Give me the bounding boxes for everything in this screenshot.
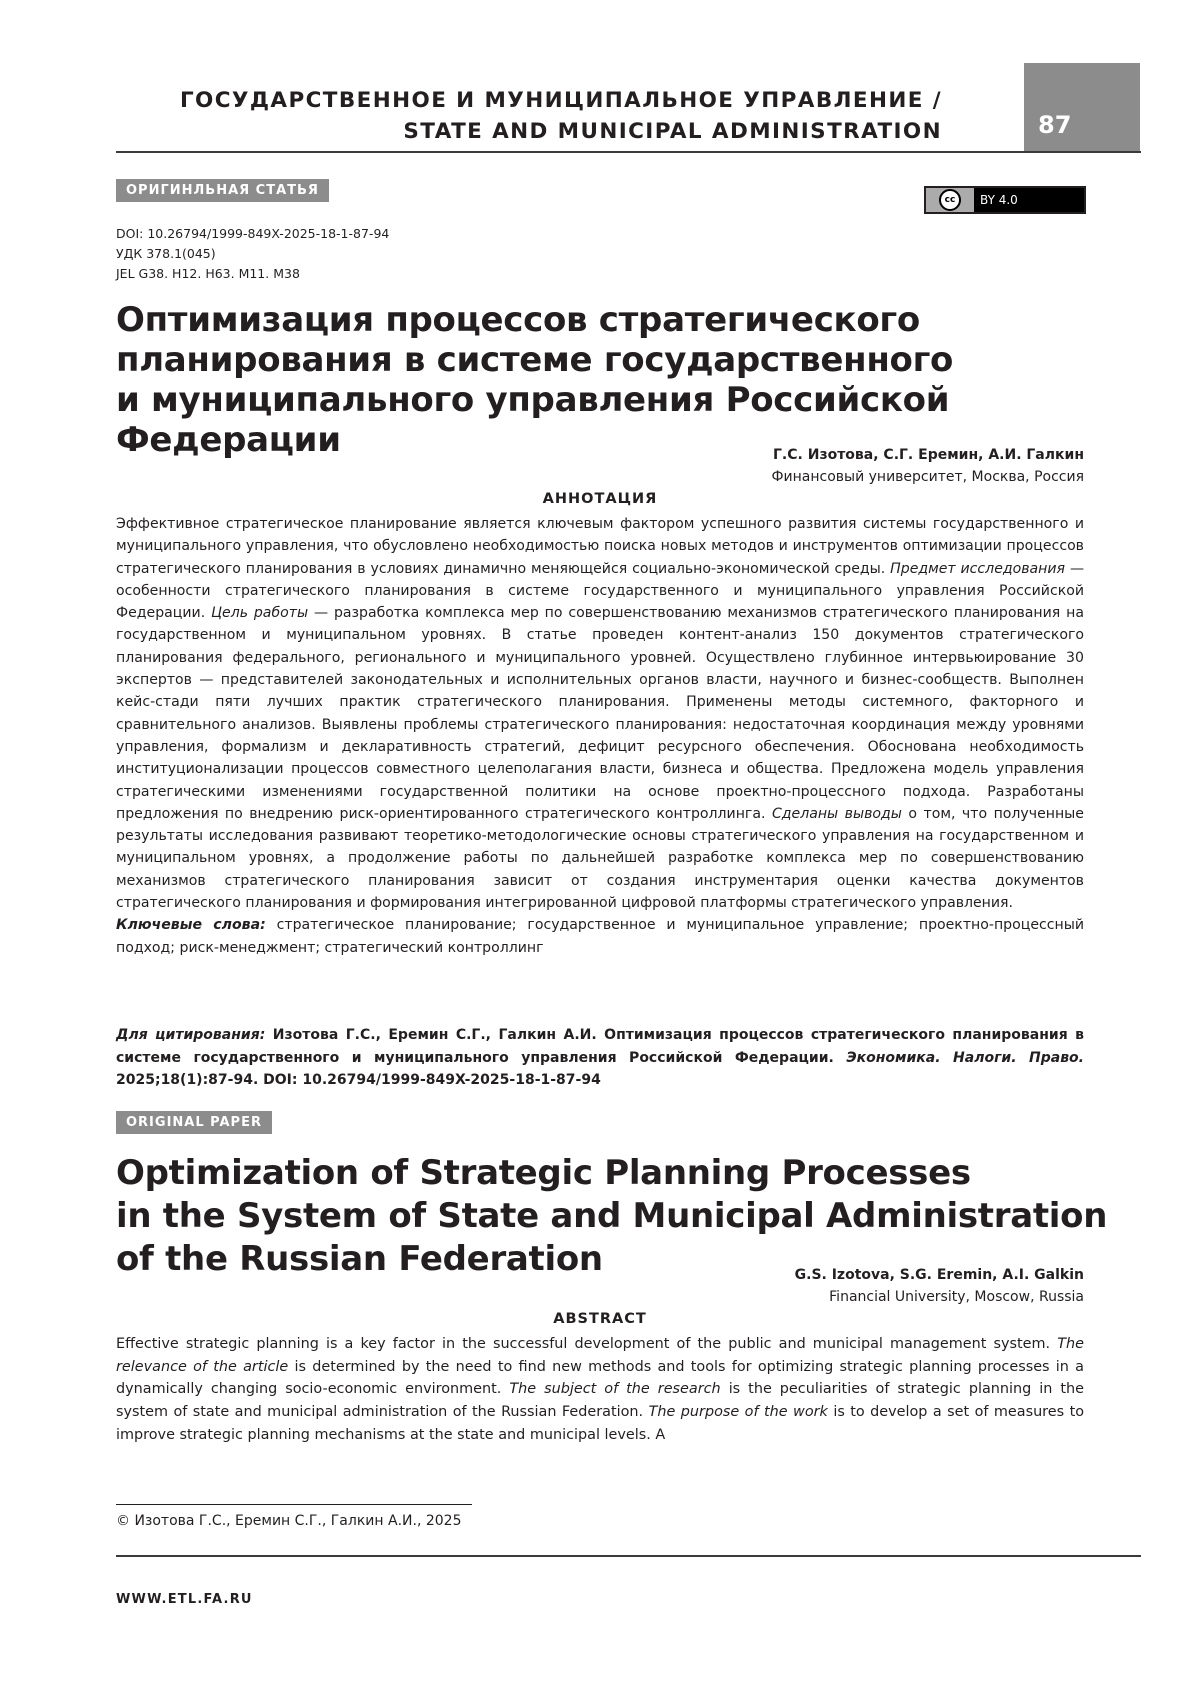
page-number-box <box>1024 63 1140 153</box>
affiliation-ru: Финансовый университет, Москва, Россия <box>771 469 1084 485</box>
article-metadata <box>116 224 389 284</box>
keywords-ru: стратегическое планирование; государственное и муниципальное управление; проектно-процессный подход; риск-менеджмент; стратегический контроллинг <box>116 917 1085 956</box>
authors-ru-block <box>771 444 1084 488</box>
page-title-ru <box>116 300 1116 460</box>
page-title-en <box>116 1152 1116 1281</box>
abstract-en-part4: is to develop a set of measures to improve strategic planning mechanisms at the state and municipal levels. A <box>116 1404 1085 1443</box>
abstract-en-subject-label: The subject of the research <box>509 1381 721 1398</box>
abstract-heading-en: ABSTRACT <box>553 1311 647 1327</box>
abstract-en-part1: Effective strategic planning is a key factor in the successful development of the public and municipal management system. <box>116 1336 1051 1352</box>
footer-divider <box>116 1555 1141 1557</box>
abstract-en <box>116 1333 1084 1447</box>
running-header-line2: STATE AND MUNICIPAL ADMINISTRATION <box>403 119 942 144</box>
title-en-line3: of the Russian Federation <box>116 1239 603 1279</box>
abstract-en-part3: is the peculiarities of strategic planning in the system of state and municipal administration of the Russian Federation. <box>116 1381 1085 1421</box>
title-en-line2: in the System of State and Municipal Administration <box>116 1196 1108 1236</box>
abstract-heading-ru: АННОТАЦИЯ <box>542 491 658 507</box>
citation-block <box>116 1024 1084 1092</box>
cc-icon: cc <box>939 189 961 211</box>
cc-license-badge[interactable] <box>924 186 1086 214</box>
abstract-ru-part1: Эффективное стратегическое планирование является ключевым фактором успешного развития системы государственного и муниципального управления, что обусловлено необходимостью поиска новых методов и инструментов оптимизации процессов стратегического планирования в условиях динамично меняющейся социально-экономической среды. <box>116 516 1084 577</box>
abstract-ru-part4: о том, что полученные результаты исследования развивают теоретико-методологические основы стратегического управления на государственном и муниципальном уровнях, а продолжение работы по дальнейшей разработке комплекса мер по совершенствованию механизмов стратегического планирования зависит от создания инструментария оценки качества документов стратегического планирования и формирования интегрированной цифровой платформы стратегического управления. <box>116 805 1084 912</box>
cc-license-text: BY 4.0 <box>980 193 1018 207</box>
citation-journal: Экономика. Налоги. Право. <box>846 1049 1084 1066</box>
abstract-ru-conclusions-label: Сделаны выводы <box>771 805 902 822</box>
cc-logo-area <box>926 188 974 212</box>
abstract-ru-part2: — особенности стратегического планирования в системе государственного и муниципального управления Российской Федерации. <box>116 560 1085 622</box>
article-type-label-en: ORIGINAL PAPER <box>116 1111 272 1134</box>
jel: JEL G38. H12. H63. M11. M38 <box>116 266 300 281</box>
citation-label: Для цитирования: <box>116 1027 266 1043</box>
authors-en-block <box>795 1264 1084 1308</box>
journal-website-link[interactable]: WWW.ETL.FA.RU <box>116 1592 253 1607</box>
abstract-en-part2: is determined by the need to find new methods and tools for optimizing strategic planning processes in a dynamically changing socio-economic environment. <box>116 1358 1084 1398</box>
authors-en: G.S. Izotova, S.G. Eremin, A.I. Galkin <box>794 1267 1084 1283</box>
citation-doi: 2025;18(1):87-94. DOI: 10.26794/1999-849X-2025-18-1-87-94 <box>116 1072 601 1088</box>
abstract-ru-part3: — разработка комплекса мер по совершенствованию механизмов стратегического планирования на государственном и муниципальном уровнях. В статье проведен контент-анализ 150 документов стратегического планирования федерального, регионального и муниципального уровней. Осуществлено глубинное интервьюирование 30 экспертов — представителей законодательных и исполнительных органов власти, научного и бизнес-сообществ. Выполнен кейс-стади пяти лучших практик стратегического планирования. Применены методы системного, факторного и сравнительного анализов. Выявлены проблемы стратегического планирования: недостаточная координация между уровнями управления, формализм и декларативность стратегий, дефицит ресурсного обеспечения. Обоснована необходимость институционализации процессов совместного целеполагания власти, бизнеса и общества. Предложена модель управления стратегическими изменениями государственной политики на основе проектно-процессного подхода. Разработаны предложения по внедрению риск-ориентированного стратегического контроллинга. <box>116 605 1085 822</box>
header-divider <box>116 151 1141 153</box>
title-ru-line1: Оптимизация процессов стратегического <box>116 300 920 340</box>
keywords-label-ru: Ключевые слова: <box>116 917 266 934</box>
copyright-footnote: © Изотова Г.С., Еремин С.Г., Галкин А.И., 2025 <box>116 1513 462 1529</box>
authors-ru: Г.С. Изотова, С.Г. Еремин, А.И. Галкин <box>773 447 1084 463</box>
title-en-line1: Optimization of Strategic Planning Processes <box>116 1153 971 1193</box>
title-ru-line3: и муниципального управления Российской Федерации <box>116 380 950 460</box>
article-type-label-ru: ОРИГИНЛЬНАЯ СТАТЬЯ <box>116 179 329 202</box>
abstract-en-relevance-label: The relevance of the article <box>116 1336 1084 1375</box>
doi[interactable]: DOI: 10.26794/1999-849X-2025-18-1-87-94 <box>116 226 390 241</box>
citation-text: Изотова Г.С., Еремин С.Г., Галкин А.И. Оптимизация процессов стратегического планирования в системе государственного и муниципального управления Российской Федерации. <box>116 1027 1085 1066</box>
footnote-divider <box>116 1504 472 1505</box>
affiliation-en: Financial University, Moscow, Russia <box>829 1289 1084 1305</box>
abstract-en-purpose-label: The purpose of the work <box>648 1404 828 1421</box>
page-number: 87 <box>1038 111 1072 139</box>
title-ru-line2: планирования в системе государственного <box>116 340 954 380</box>
abstract-ru <box>116 513 1084 959</box>
abstract-ru-goal-label: Цель работы <box>211 605 309 622</box>
running-header-line1: ГОСУДАРСТВЕННОЕ И МУНИЦИПАЛЬНОЕ УПРАВЛЕНИЕ / <box>179 88 942 113</box>
udk: УДК 378.1(045) <box>116 246 216 261</box>
running-header <box>62 85 942 147</box>
abstract-ru-subject-label: Предмет исследования <box>890 560 1066 577</box>
